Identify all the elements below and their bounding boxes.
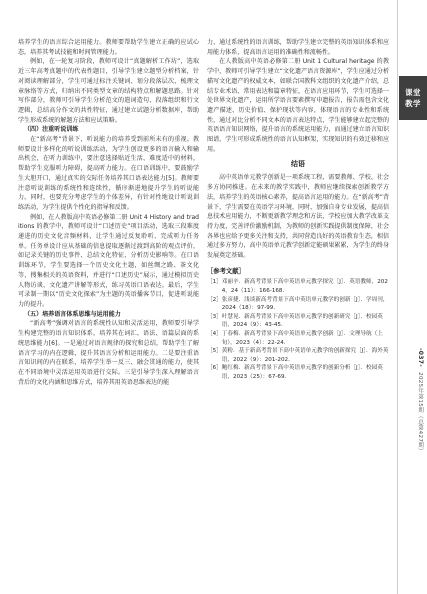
reference-number: ［5］ xyxy=(207,348,222,355)
reference-number: ［4］ xyxy=(207,331,222,338)
reference-text: 叶慧晃．新高考背景下高中英语单元教学的创新研究［J］．校园英语，2024（9）：43-45． xyxy=(221,313,383,329)
reference-text: 丁春梅．新高考背景下高中英语单元教学创新［J］．文理导航（上旬），2023（4）：22-24． xyxy=(221,331,383,346)
section-tab-label: 教学 xyxy=(405,99,421,108)
section-heading: （四）注重听说训练 xyxy=(24,126,79,134)
reference-item xyxy=(207,347,389,364)
conclusion-heading: 结语 xyxy=(291,160,305,169)
paragraph: 力，通过系统性的语言训练，帮助学生建立完整的英语知识体系和应用能力体系，提高语言运用的准确性和流畅性。 xyxy=(207,39,389,56)
reference-text: 张彦捷．浅谈新高考背景下高中英语单元教学的创新［J］．学周刊，2024（18）：97-99． xyxy=(221,296,389,312)
reference-item xyxy=(207,278,389,295)
margin-divider xyxy=(397,0,398,594)
references-heading: ［参考文献］ xyxy=(207,267,245,275)
reference-item xyxy=(207,330,389,347)
paragraph: 在“新高考”背景下，听说能力的培养受到前所未有的重视。教师要设计多样化的听说训练活动，为学生创设更多的语言输入和输出机会，在听力训练中，要注意选择贴近生活、难度适中的材料，帮助学生克服听力障碍，提高听力能力。在口语训练中，要鼓励学生大胆开口，通过真实的交际任务培养其口语表达能力[5]。教师要注意听说训练的系统性和连续性，循序渐进地提升学生的听说能力。同时，也要充分考虑学生的个体差异，有针对性地设计听说训练活动，为学生提供个性化的指导和反馈。 xyxy=(18,136,199,211)
paragraph: “新高考”强调对语言的系统性认知和灵活运用，教师要引导学生构建完整的语言知识体系，培养其在词汇、语法、语篇层面的系统思维能力[6]。一是通过对语言规律的探究和总结，帮助学生了解语言学习的内在逻辑，提升其语言分析和运用能力。二是要注重语言知识间的内在联系，培养学生举一反三、融会贯通的能力，使其在不同语境中灵活运用英语进行交际。三是引导学生深入理解语言背后的文化内涵和思维方式，培养其用英语思维表达的能 xyxy=(18,320,199,386)
reference-text: 鲍红梅．新高考背景下高中英语单元教学的创新分析［J］．校园英语，2023（25）：67-69． xyxy=(221,365,383,380)
reference-number: ［2］ xyxy=(207,296,222,303)
reference-item xyxy=(207,296,389,313)
issue-info: 2025年第15期（总第427期） xyxy=(417,372,423,455)
left-column xyxy=(18,38,199,387)
reference-number: ［6］ xyxy=(207,365,222,372)
paragraph: 在人教版高中英语必修第二册 Unit 1 Cultural heritage 的教学中，教师可引导学生建立“文化遗产语言资源库”，学生应通过分析描写文化遗产的权威文本，如联合国教科文组织的文化遗产介绍，总结专业术语、常用表达和篇章特征，在语言应用环节，学生可选择一处世界文化遗产，运用所学语言要素撰写申遗报告，报告需包含文化遗产描述、历史价值、保护现状等内容，体现语言的专业性和系统性，通过对比分析不同文本的语言表达特点，学生能够建立起完整的英语语言知识网络，提升语言的系统运用能力，而通过建立语言知识图谱，学生可形成系统性的语言认知框架，实现知识的有效迁移和应用。 xyxy=(207,58,389,153)
reference-number: ［1］ xyxy=(207,279,222,286)
paragraph: 高中英语单元教学创新是一项系统工程，需要教师、学校、社会多方协同推进。在未来的教学实践中，教师应继续探索创新教学方法，培养学生的英语核心素养，提高语言运用的能力。在“新高考”背景下，学生需要在英语学习环境，同时，加强自身专业发展，提高信息技术应用能力，不断更新教学理念和方法，学校应加大教学改革支持力度，完善评价激励机制，为教师的创新实践提供制度保障，社会各界也应给予更多关注和支持，共同营造良好的英语教育生态，相信通过多方努力，高中英语单元教学创新定能硕果累累，为学生的终身发展奠定基础。 xyxy=(207,174,389,260)
section-tab xyxy=(399,76,427,120)
section-tab-label: 课堂 xyxy=(405,88,421,97)
reference-text: 邓丽辛．新高考背景下高中英语单元教学探究［J］．英语教师，2024，24（11）：166-168． xyxy=(221,279,388,295)
paragraph: 例如，在人教版高中英语必修第二册 Unit 4 History and traditions 的教学中，教师可设计“口述历史”项目活动，选取三段难度递进的历史文化音频材料，让学生通过反复聆听、完成听力任务单。任务单设计应从基础的信息提取逐渐过渡到高阶的观点评价，如记录关键的历史事件、总结文化特征、分析历史影响等。在口语训练环节，学生要选择一个历史文化主题，如丝绸之路、茶文化等，搜集相关的英语资料，并进行“口述历史”展示，通过模拟历史人物访谈、文化遗产讲解等形式，练习英语口语表达。最后，学生可录制一期以“历史文化探索”为主题的英语播客节目，促进听说能力的提升。 xyxy=(18,213,199,308)
reference-item xyxy=(207,313,389,330)
reference-list xyxy=(207,278,389,381)
paragraph: 培养学生的语言综合运用能力。教师要帮助学生建立正确的应试心态，培养其考试技能和时间管理能力。 xyxy=(18,39,199,56)
page-footer xyxy=(402,348,424,588)
paragraph: 例如，在一轮复习阶段，教师可设计“真题解析工作坊”，选取近三年高考真题中的代表性题目，引导学生建立题型分析档案，针对阅读理解部分，学生可通过标注关键词、划分段落层次、梳理文章脉络等方式，归纳出不同类型文章的结构特点和解题思路。针对写作部分，教师可引导学生分析范文的遣词造句、段落组织和行文逻辑，总结高分作文的共性特征，通过建立试题分析数据库，帮助学生形成系统的解题方法和应试策略。 xyxy=(18,58,199,124)
reference-number: ［3］ xyxy=(207,313,222,320)
section-heading: （五）培养语言体系思维与运用能力 xyxy=(24,310,121,318)
reference-text: 黄粉．基于新高考背景下高中英语单元教学的创新探究［J］．海外英语，2022（9）：201-202． xyxy=(221,348,389,363)
reference-item xyxy=(207,364,389,381)
page-number: -037- xyxy=(417,348,424,368)
right-column xyxy=(207,38,389,382)
